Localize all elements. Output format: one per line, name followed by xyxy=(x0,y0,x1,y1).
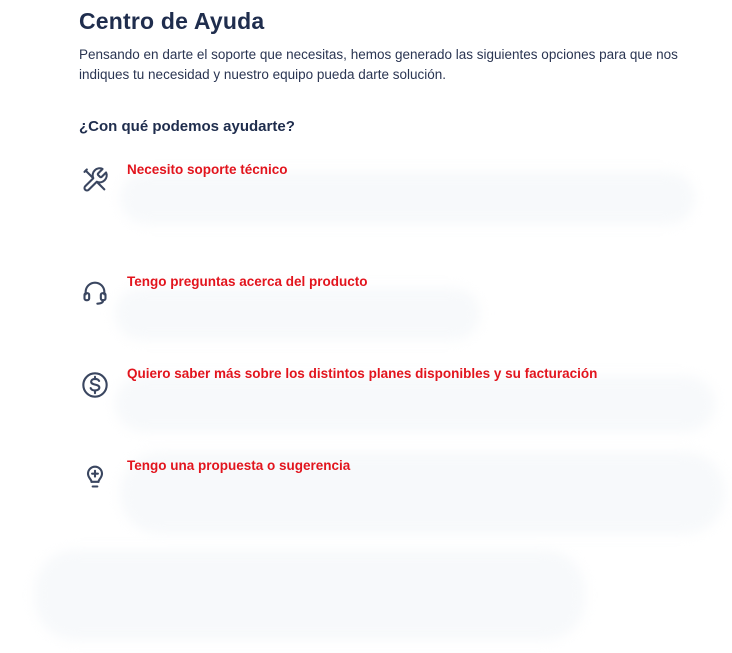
page-title: Centro de Ayuda xyxy=(79,8,265,34)
section-heading: ¿Con qué podemos ayudarte? xyxy=(79,118,295,135)
option-label: Quiero saber más sobre los distintos planes disponibles y su facturación xyxy=(127,366,598,381)
lightbulb-plus-icon xyxy=(79,460,111,492)
option-label: Necesito soporte técnico xyxy=(127,162,288,177)
option-suggestion[interactable] xyxy=(79,458,699,498)
option-label: Tengo una propuesta o sugerencia xyxy=(127,458,351,473)
placeholder-shape xyxy=(35,550,585,640)
option-label: Tengo preguntas acerca del producto xyxy=(127,274,368,289)
dollar-circle-icon xyxy=(79,369,111,401)
option-product-questions[interactable] xyxy=(79,274,699,314)
headset-icon xyxy=(79,276,111,308)
tools-icon xyxy=(79,164,111,196)
intro-text: Pensando en darte el soporte que necesitas, hemos generado las siguientes opciones para que nos indiques tu necesidad y nuestro equipo pueda darte solución. xyxy=(79,47,678,82)
option-technical-support[interactable] xyxy=(79,162,699,202)
option-plans-billing[interactable] xyxy=(79,366,699,406)
